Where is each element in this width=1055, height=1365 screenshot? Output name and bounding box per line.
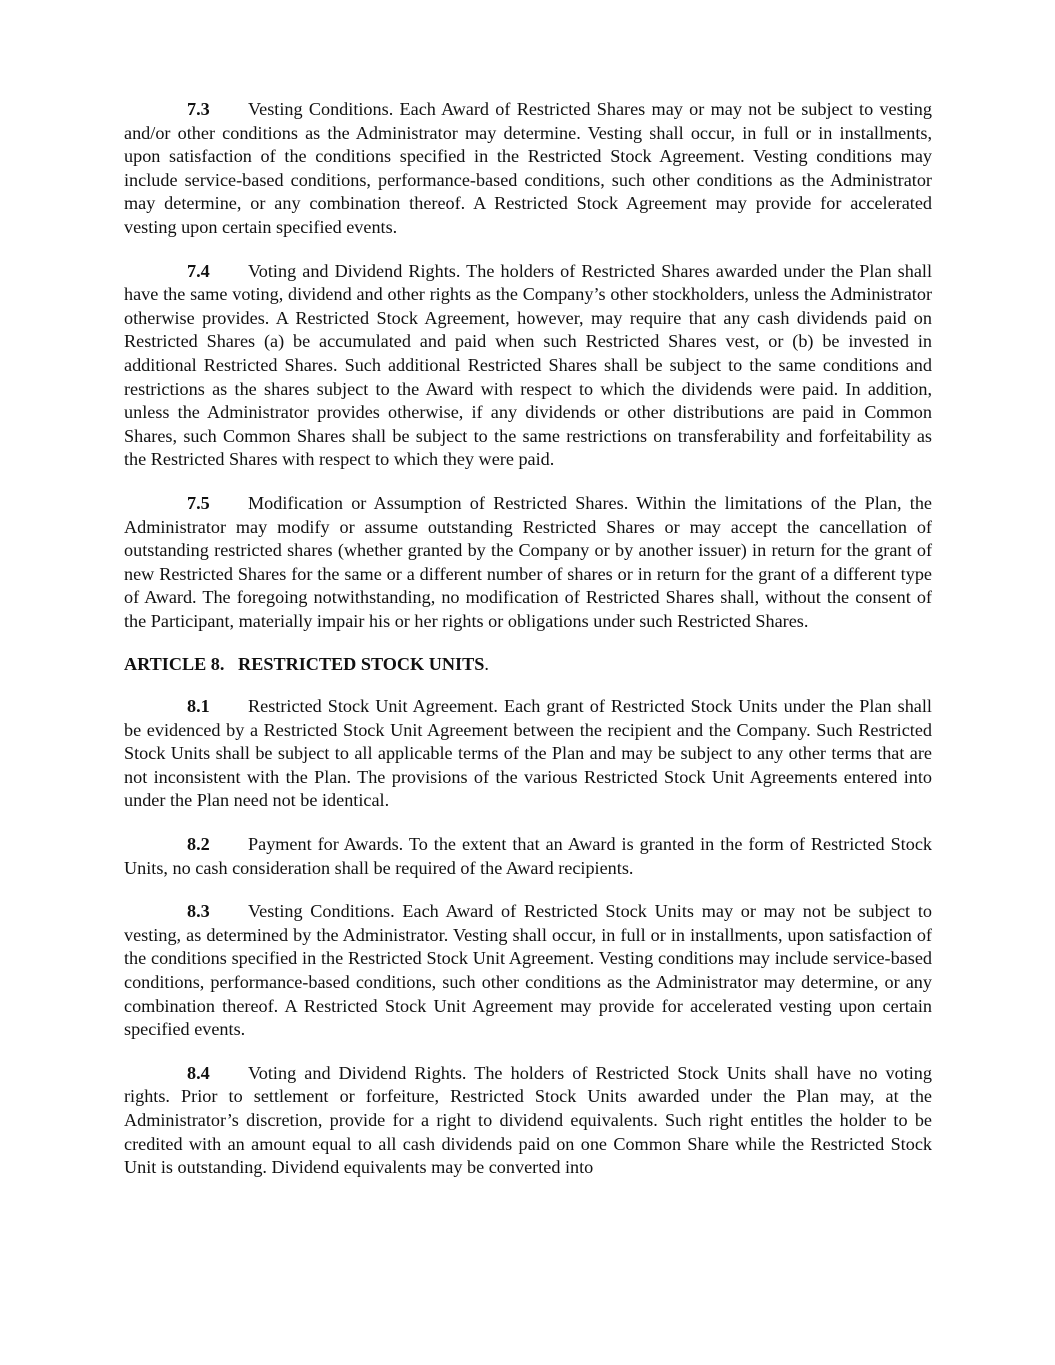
section-number: 7.3 [187,99,210,119]
section-number: 7.4 [187,260,210,281]
section-number: 7.5 [187,492,210,513]
section-number: 8.3 [187,901,210,922]
section-text: Vesting Conditions. Each Award of Restricted Stock Units may or may not be subject to vesting, as determined by the Administrator. Vesting shall occur, in full or in installments, upon satisfaction of the conditions specified in the Restricted Stock Unit Agreement. Vesting conditions may include service-based conditions, performance-based conditions, such other conditions as the Administrator may determine, or any combination thereof. A Restricted Stock Unit Agreement may provide for accelerated vesting upon certain specified events. [124,901,932,1040]
document-page [124,98,932,1180]
section-text: Voting and Dividend Rights. The holders of Restricted Stock Units shall have no voting rights. Prior to settlement or forfeiture, Restricted Stock Units awarded under the Plan may, at the Administrator’s discretion, provide for a right to dividend equivalents. Such right entitles the holder to be credited with an amount equal to all cash dividends paid on one Common Share while the Restricted Stock Unit is outstanding. Dividend equivalents may be converted into [124,1062,932,1178]
section-text: Modification or Assumption of Restricted Shares. Within the limitations of the Plan, the Administrator may modify or assume outstanding Restricted Shares or may accept the cancellation of outstanding restricted shares (whether granted by the Company or by another issuer) in return for the grant of new Restricted Shares for the same or a different number of shares or in return for the grant of a different type of Award. The foregoing notwithstanding, no modification of Restricted Shares shall, without the consent of the Participant, materially impair his or her rights or obligations under such Restricted Shares. [124,492,932,631]
article-heading-punct: . [484,654,489,675]
section-8-4 [124,1062,932,1180]
section-text: Vesting Conditions. Each Award of Restricted Shares may or may not be subject to vesting and/or other conditions as the Administrator may determine. Vesting shall occur, in full or in installments, upon satisfaction of the conditions specified in the Restricted Stock Agreement. Vesting conditions may include service-based conditions, performance-based conditions, such other conditions as the Administrator may determine, or any combination thereof. A Restricted Stock Agreement may provide for accelerated vesting upon certain specified events. [124,99,932,237]
article-8-heading [124,653,932,677]
section-number: 8.4 [187,1062,210,1083]
section-text: Voting and Dividend Rights. The holders of Restricted Shares awarded under the Plan shall have the same voting, dividend and other rights as the Company’s other stockholders, unless the Administrator otherwise provides. A Restricted Stock Agreement, however, may require that any cash dividends paid on Restricted Shares (a) be accumulated and paid when such Restricted Shares vest, or (b) be invested in additional Restricted Shares. Such additional Restricted Shares shall be subject to the same conditions and restrictions as the shares subject to the Award with respect to which the dividends were paid. In addition, unless the Administrator provides otherwise, if any dividends or other distributions are paid in Common Shares, such Common Shares shall be subject to the same restrictions on transferability and forfeitability as the Restricted Shares with respect to which they were paid. [124,260,932,470]
section-7-5 [124,492,932,634]
section-number: 8.1 [187,696,210,717]
section-8-1 [124,695,932,813]
section-7-3 [124,98,932,240]
section-text: Restricted Stock Unit Agreement. Each grant of Restricted Stock Units under the Plan shall be evidenced by a Restricted Stock Unit Agreement between the recipient and the Company. Such Restricted Stock Units shall be subject to all applicable terms of the Plan and may be subject to any other terms that are not inconsistent with the Plan. The provisions of the various Restricted Stock Unit Agreements entered into under the Plan need not be identical. [124,696,932,811]
section-number: 8.2 [187,834,210,855]
section-text: Payment for Awards. To the extent that an Award is granted in the form of Restricted Stock Units, no cash consideration shall be required of the Award recipients. [124,834,932,878]
article-heading-text: ARTICLE 8. RESTRICTED STOCK UNITS [124,654,485,675]
section-7-4 [124,260,932,472]
section-8-3 [124,900,932,1042]
section-8-2 [124,833,932,880]
